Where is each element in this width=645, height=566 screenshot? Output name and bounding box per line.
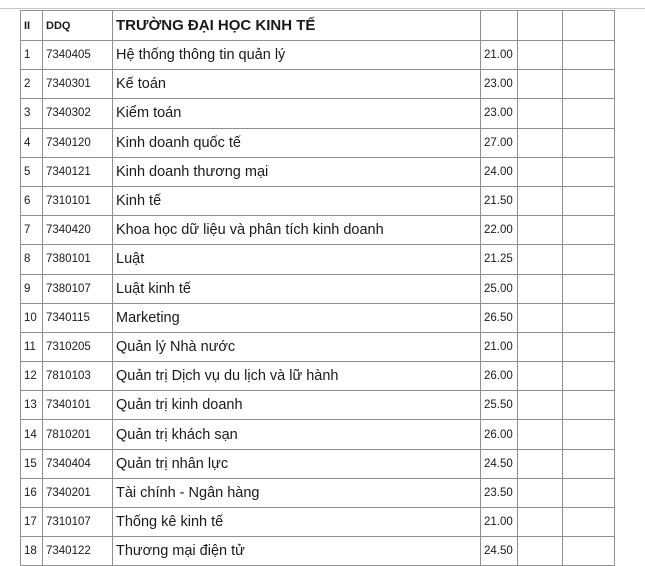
row-score: 24.00 [481,157,518,186]
table-row [21,332,615,361]
row-major-name: Khoa học dữ liệu và phân tích kinh doanh [113,216,481,245]
row-major-code: 7340101 [43,391,113,420]
row-score: 22.00 [481,216,518,245]
row-empty-cell [518,362,563,391]
table-row [21,303,615,332]
row-empty-cell [518,245,563,274]
table-row [21,537,615,566]
row-major-name: Thương mại điện tử [113,537,481,566]
row-empty-cell [563,391,615,420]
row-stt: 10 [21,303,43,332]
row-score: 26.00 [481,362,518,391]
row-major-code: 7340404 [43,449,113,478]
row-stt: 7 [21,216,43,245]
row-stt: 1 [21,41,43,70]
table-row [21,420,615,449]
row-major-code: 7340302 [43,99,113,128]
row-empty-cell [563,157,615,186]
row-stt: 4 [21,128,43,157]
row-empty-cell [563,41,615,70]
row-stt: 3 [21,99,43,128]
row-major-code: 7810103 [43,362,113,391]
row-major-name: Hệ thống thông tin quản lý [113,41,481,70]
row-empty-cell [518,186,563,215]
table-header-row [21,11,615,41]
table-row [21,186,615,215]
row-major-code: 7340420 [43,216,113,245]
table-row [21,70,615,99]
row-major-name: Quản lý Nhà nước [113,332,481,361]
row-major-name: Tài chính - Ngân hàng [113,478,481,507]
row-empty-cell [518,41,563,70]
table-row [21,245,615,274]
row-major-name: Kế toán [113,70,481,99]
header-empty-cell [518,11,563,41]
row-empty-cell [563,449,615,478]
table-row [21,128,615,157]
row-stt: 5 [21,157,43,186]
table-row [21,274,615,303]
row-empty-cell [563,508,615,537]
row-stt: 16 [21,478,43,507]
row-stt: 12 [21,362,43,391]
row-empty-cell [518,508,563,537]
header-empty-cell [563,11,615,41]
row-major-name: Marketing [113,303,481,332]
row-major-name: Kinh doanh quốc tế [113,128,481,157]
row-score: 27.00 [481,128,518,157]
row-empty-cell [563,128,615,157]
table-row [21,478,615,507]
row-empty-cell [563,186,615,215]
row-score: 21.00 [481,41,518,70]
row-empty-cell [563,70,615,99]
header-stt: II [21,11,43,41]
table-row [21,41,615,70]
row-major-code: 7340120 [43,128,113,157]
row-empty-cell [563,420,615,449]
row-major-code: 7340121 [43,157,113,186]
table-row [21,99,615,128]
row-major-code: 7380101 [43,245,113,274]
row-major-code: 7340201 [43,478,113,507]
table-row [21,449,615,478]
row-stt: 13 [21,391,43,420]
row-major-code: 7310107 [43,508,113,537]
row-empty-cell [518,332,563,361]
table-row [21,362,615,391]
row-empty-cell [563,99,615,128]
table-row [21,216,615,245]
row-empty-cell [518,449,563,478]
row-major-code: 7310101 [43,186,113,215]
row-stt: 6 [21,186,43,215]
header-school-name: TRƯỜNG ĐẠI HỌC KINH TẾ [113,11,481,41]
row-major-name: Luật kinh tế [113,274,481,303]
row-major-code: 7340301 [43,70,113,99]
row-empty-cell [518,391,563,420]
row-stt: 17 [21,508,43,537]
header-school-code: DDQ [43,11,113,41]
row-stt: 14 [21,420,43,449]
row-score: 25.50 [481,391,518,420]
row-empty-cell [518,70,563,99]
row-empty-cell [518,478,563,507]
row-stt: 9 [21,274,43,303]
row-score: 21.50 [481,186,518,215]
table-row [21,508,615,537]
row-score: 21.00 [481,332,518,361]
row-major-name: Thống kê kinh tế [113,508,481,537]
row-empty-cell [518,303,563,332]
row-empty-cell [563,245,615,274]
row-empty-cell [518,157,563,186]
row-empty-cell [563,216,615,245]
row-empty-cell [563,332,615,361]
row-score: 21.00 [481,508,518,537]
row-score: 25.00 [481,274,518,303]
row-empty-cell [563,274,615,303]
row-major-name: Kinh tế [113,186,481,215]
row-major-name: Kinh doanh thương mại [113,157,481,186]
header-score-cell [481,11,518,41]
row-empty-cell [518,99,563,128]
admission-score-table [20,10,615,566]
table-row [21,157,615,186]
row-score: 24.50 [481,449,518,478]
row-stt: 11 [21,332,43,361]
row-stt: 8 [21,245,43,274]
row-major-code: 7340405 [43,41,113,70]
row-stt: 15 [21,449,43,478]
row-major-name: Luật [113,245,481,274]
row-empty-cell [518,216,563,245]
row-major-code: 7380107 [43,274,113,303]
row-score: 23.00 [481,70,518,99]
table-row [21,391,615,420]
row-score: 26.50 [481,303,518,332]
row-stt: 2 [21,70,43,99]
row-major-name: Quản trị kinh doanh [113,391,481,420]
row-major-name: Kiểm toán [113,99,481,128]
row-major-code: 7810201 [43,420,113,449]
row-score: 23.50 [481,478,518,507]
row-empty-cell [518,537,563,566]
row-score: 24.50 [481,537,518,566]
row-score: 26.00 [481,420,518,449]
row-major-code: 7340122 [43,537,113,566]
row-empty-cell [518,128,563,157]
row-empty-cell [518,420,563,449]
row-score: 23.00 [481,99,518,128]
row-major-name: Quản trị Dịch vụ du lịch và lữ hành [113,362,481,391]
row-empty-cell [563,478,615,507]
row-stt: 18 [21,537,43,566]
row-major-name: Quản trị nhân lực [113,449,481,478]
row-empty-cell [518,274,563,303]
row-major-name: Quản trị khách sạn [113,420,481,449]
row-empty-cell [563,537,615,566]
row-score: 21.25 [481,245,518,274]
row-empty-cell [563,303,615,332]
row-empty-cell [563,362,615,391]
page-top-rule [0,8,645,9]
row-major-code: 7340115 [43,303,113,332]
row-major-code: 7310205 [43,332,113,361]
